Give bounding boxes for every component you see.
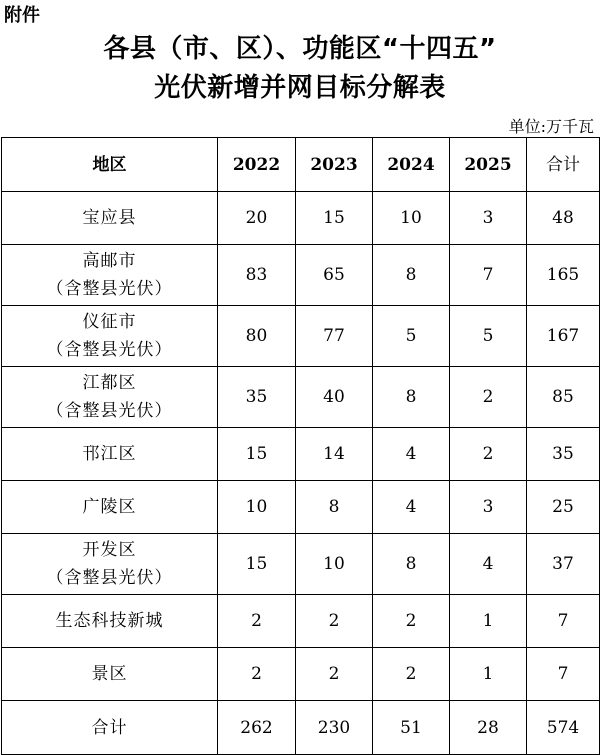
- value-2024: 8: [373, 245, 450, 306]
- total-2022: 262: [218, 701, 296, 755]
- value-2025: 3: [450, 481, 527, 534]
- target-table: [1, 137, 600, 755]
- region-note: （含整县光伏）: [46, 279, 173, 299]
- region-cell: [2, 367, 218, 428]
- value-2024: 8: [373, 367, 450, 428]
- region-name: 开发区: [82, 540, 137, 560]
- value-2024: 4: [373, 428, 450, 481]
- table-row: [2, 245, 600, 306]
- region-note: （含整县光伏）: [46, 340, 173, 360]
- value-2022: 15: [218, 428, 296, 481]
- region-cell: [2, 192, 218, 245]
- region-name: 景区: [91, 664, 128, 684]
- value-2023: 65: [296, 245, 373, 306]
- region-name: 广陵区: [82, 497, 137, 517]
- value-2023: 2: [296, 595, 373, 648]
- table-row: [2, 192, 600, 245]
- value-2022: 2: [218, 648, 296, 701]
- table-row: [2, 481, 600, 534]
- value-total: 7: [527, 595, 600, 648]
- table-row: [2, 595, 600, 648]
- value-2022: 15: [218, 534, 296, 595]
- value-total: 25: [527, 481, 600, 534]
- value-2023: 40: [296, 367, 373, 428]
- value-2024: 10: [373, 192, 450, 245]
- value-2025: 1: [450, 648, 527, 701]
- value-total: 7: [527, 648, 600, 701]
- region-cell: [2, 595, 218, 648]
- attachment-label: 附件: [4, 5, 40, 26]
- value-total: 37: [527, 534, 600, 595]
- region-cell: [2, 306, 218, 367]
- value-2024: 8: [373, 534, 450, 595]
- region-name: 江都区: [82, 373, 137, 393]
- value-total: 167: [527, 306, 600, 367]
- header-region: 地区: [2, 138, 218, 192]
- region-cell: [2, 481, 218, 534]
- value-2022: 83: [218, 245, 296, 306]
- value-2024: 4: [373, 481, 450, 534]
- region-note: （含整县光伏）: [46, 568, 173, 588]
- value-total: 48: [527, 192, 600, 245]
- value-2025: 4: [450, 534, 527, 595]
- value-total: 35: [527, 428, 600, 481]
- value-total: 165: [527, 245, 600, 306]
- page-title-line-1: 各县（市、区）、功能区“十四五”: [103, 34, 497, 64]
- region-name: 生态科技新城: [55, 611, 164, 631]
- region-name: 高邮市: [82, 251, 137, 271]
- region-name: 宝应县: [82, 208, 137, 228]
- value-2024: 2: [373, 648, 450, 701]
- region-name: 仪征市: [82, 312, 137, 332]
- region-cell: [2, 648, 218, 701]
- value-2025: 3: [450, 192, 527, 245]
- value-2024: 5: [373, 306, 450, 367]
- value-2022: 20: [218, 192, 296, 245]
- header-2024: 2024: [373, 138, 450, 192]
- table-row: [2, 367, 600, 428]
- total-2023: 230: [296, 701, 373, 755]
- value-2023: 14: [296, 428, 373, 481]
- value-2025: 2: [450, 428, 527, 481]
- header-2025: 2025: [450, 138, 527, 192]
- header-2022: 2022: [218, 138, 296, 192]
- header-total: 合计: [527, 138, 600, 192]
- page-title-line-2: 光伏新增并网目标分解表: [154, 73, 446, 103]
- table-header-row: [2, 138, 600, 192]
- value-2022: 35: [218, 367, 296, 428]
- region-note: （含整县光伏）: [46, 401, 173, 421]
- region-name: 邗江区: [82, 444, 137, 464]
- region-cell: [2, 534, 218, 595]
- total-sum: 574: [527, 701, 600, 755]
- header-2023: 2023: [296, 138, 373, 192]
- value-2025: 2: [450, 367, 527, 428]
- table-row: [2, 306, 600, 367]
- table-row: [2, 428, 600, 481]
- value-2022: 2: [218, 595, 296, 648]
- table-row: [2, 534, 600, 595]
- value-2023: 77: [296, 306, 373, 367]
- value-2023: 8: [296, 481, 373, 534]
- table-row: [2, 648, 600, 701]
- value-2025: 1: [450, 595, 527, 648]
- value-2023: 15: [296, 192, 373, 245]
- total-2025: 28: [450, 701, 527, 755]
- value-total: 85: [527, 367, 600, 428]
- region-cell: [2, 245, 218, 306]
- total-row: [2, 701, 600, 755]
- value-2024: 2: [373, 595, 450, 648]
- value-2022: 80: [218, 306, 296, 367]
- value-2023: 2: [296, 648, 373, 701]
- total-label: 合计: [2, 701, 218, 755]
- value-2025: 7: [450, 245, 527, 306]
- unit-label: 单位:万千瓦: [508, 117, 594, 136]
- value-2022: 10: [218, 481, 296, 534]
- region-cell: [2, 428, 218, 481]
- value-2023: 10: [296, 534, 373, 595]
- value-2025: 5: [450, 306, 527, 367]
- total-2024: 51: [373, 701, 450, 755]
